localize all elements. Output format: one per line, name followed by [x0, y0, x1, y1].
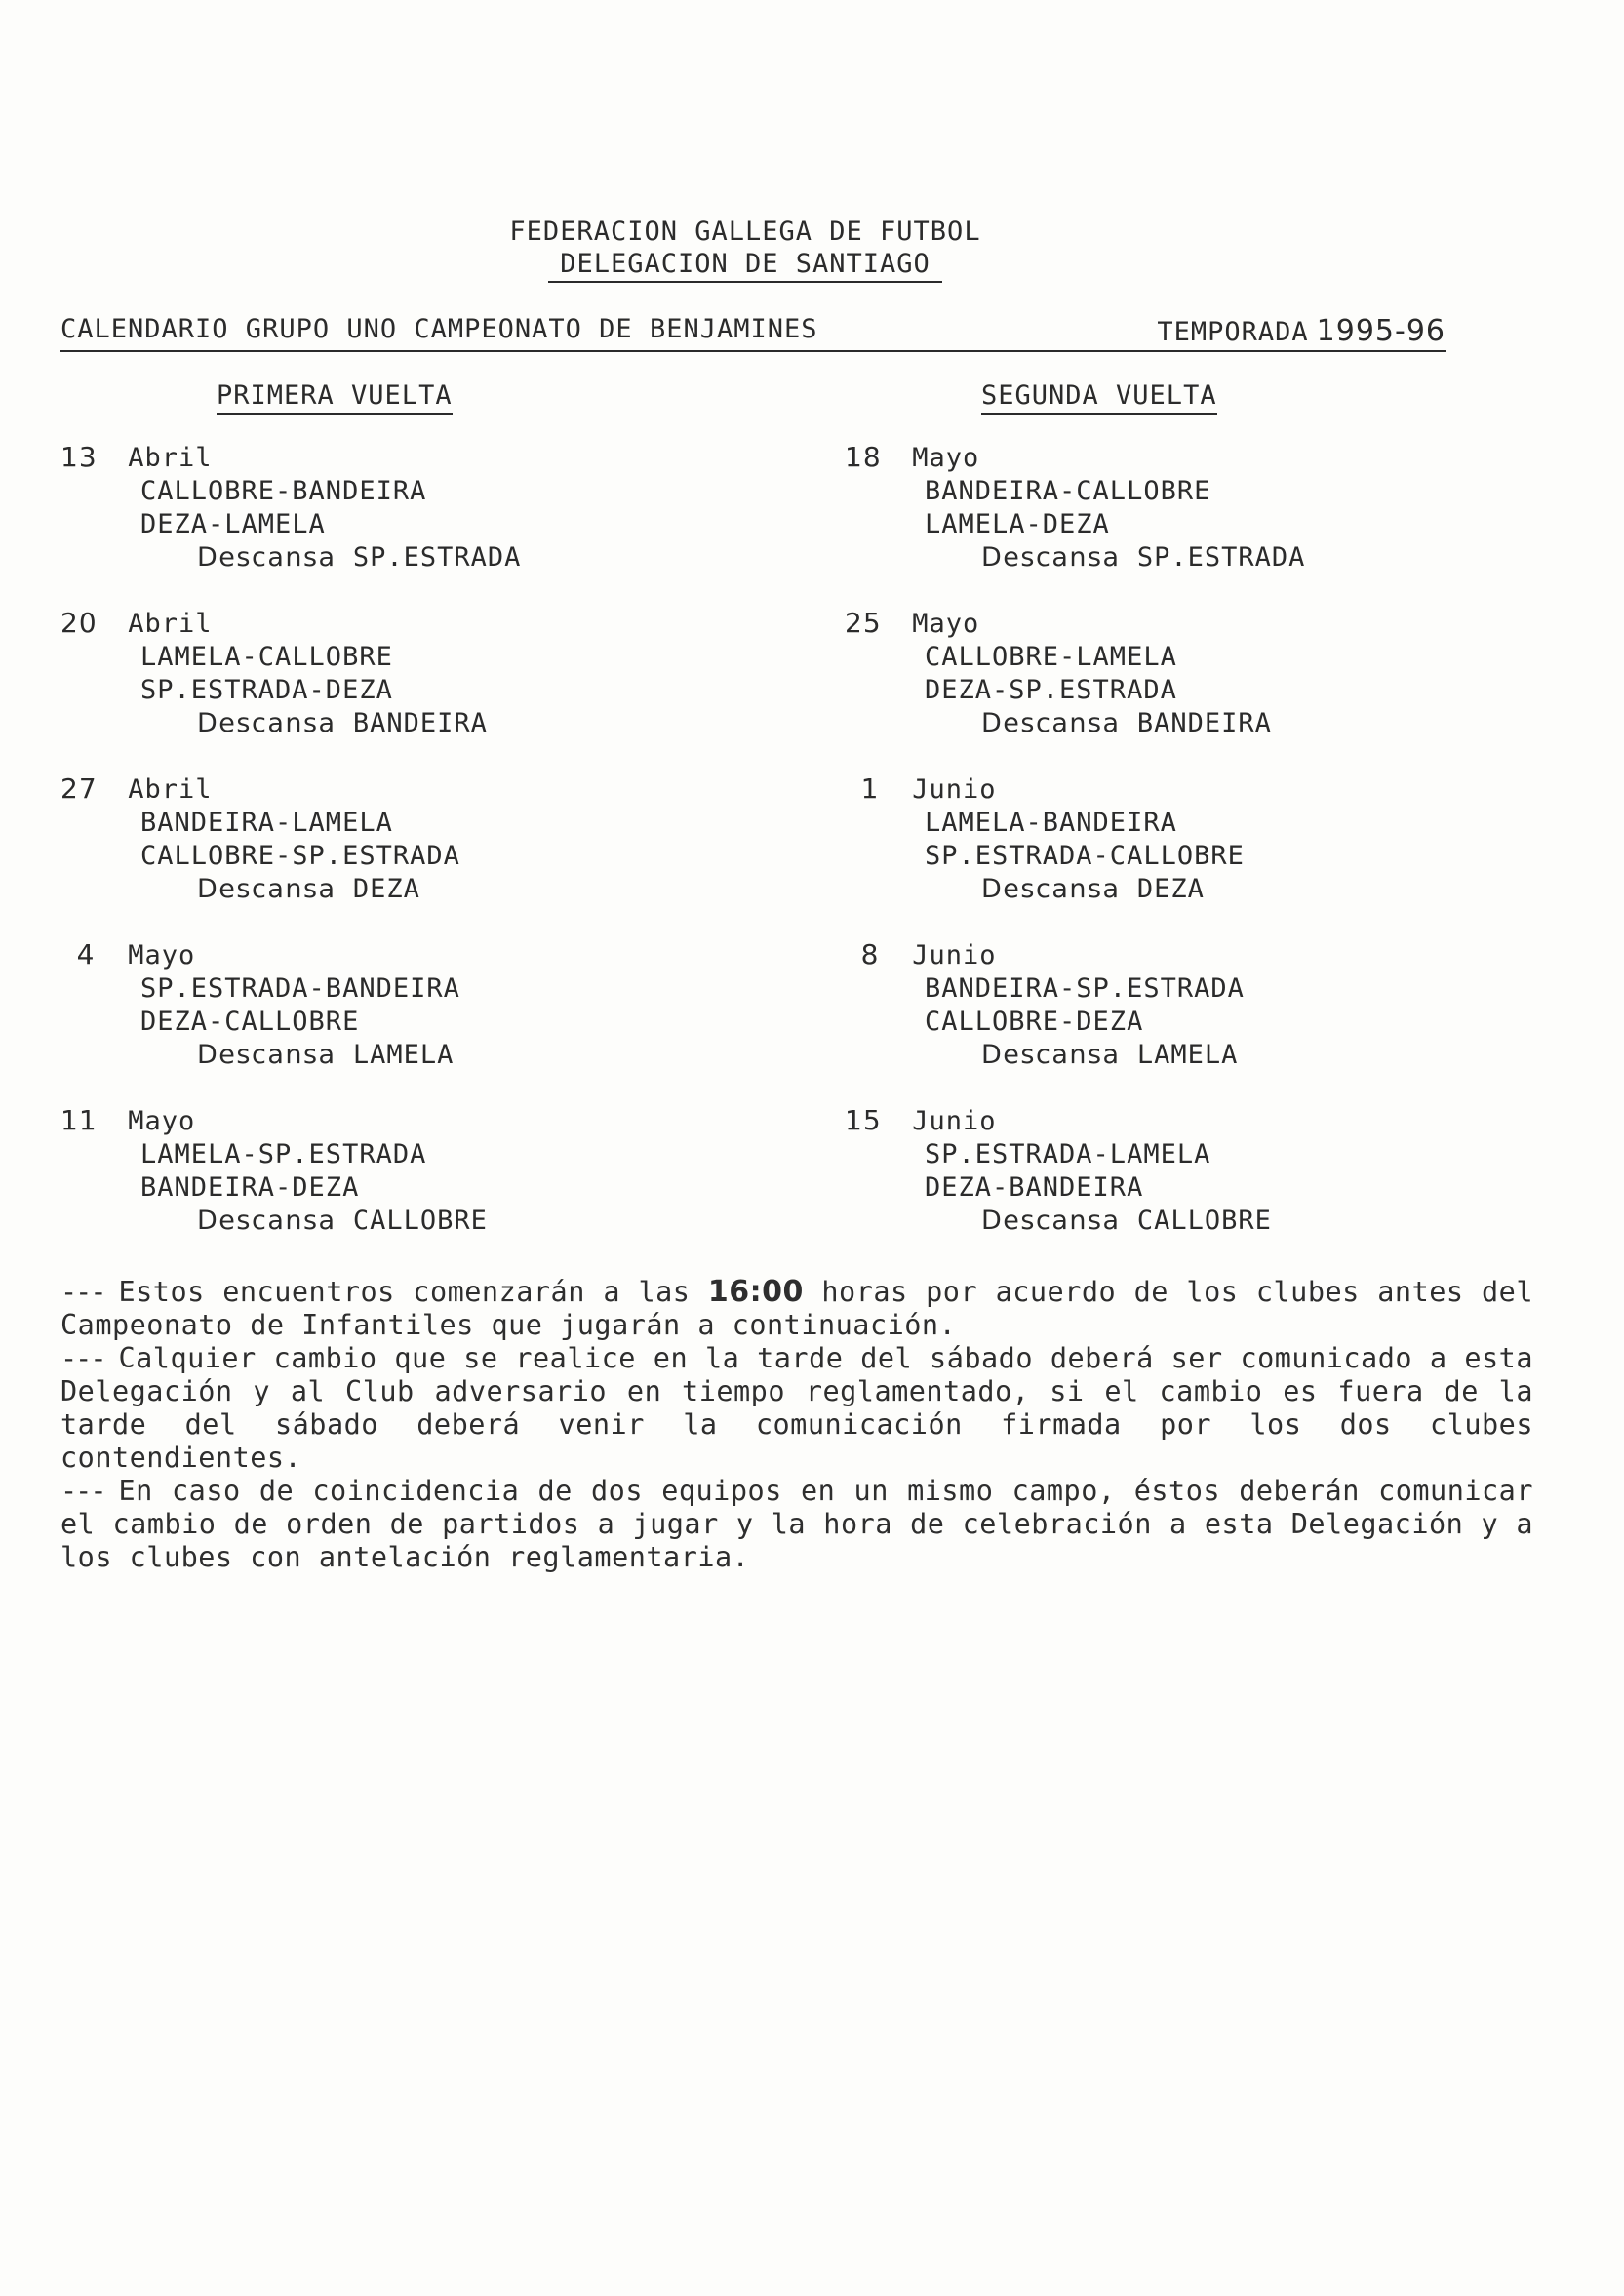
fixture-rest — [60, 1205, 646, 1238]
rest-team: LAMELA — [1136, 1040, 1239, 1070]
note-text: En caso de coincidencia de dos equipos en un mismo campo, éstos deberán comunicar el cambio de orden de partidos a jugar y la hora de celebración a esta Delegación y a los clubes con antelación reglamentaria. — [60, 1475, 1533, 1573]
fixture-rest — [845, 707, 1430, 740]
rest-label: Descansa — [197, 1040, 337, 1070]
fixture-match: DEZA-CALLOBRE — [140, 1007, 360, 1037]
fixture-date — [60, 607, 646, 641]
delegation-title-text: DELEGACION DE SANTIAGO — [548, 249, 942, 283]
rest-team: DEZA — [352, 874, 420, 904]
fixture-month: Mayo — [912, 443, 980, 473]
fixture-rest — [60, 1039, 646, 1072]
notes-section — [60, 1276, 1533, 1574]
fixture-rest — [845, 873, 1430, 906]
start-time: 16:00 — [707, 1275, 804, 1309]
fixture-rest — [60, 873, 646, 906]
rest-team: CALLOBRE — [1136, 1206, 1272, 1236]
fixture-block — [60, 938, 646, 1104]
calendar-title: CALENDARIO GRUPO UNO CAMPEONATO DE BENJAMINES — [60, 314, 818, 344]
rest-team: SP.ESTRADA — [352, 542, 522, 573]
second-round-title: SEGUNDA VUELTA — [981, 380, 1217, 415]
fixture-date — [845, 1104, 1430, 1138]
note-text: Calquier cambio que se realice en la tarde del sábado deberá ser comunicado a esta Delegación y al Club adversario en tiempo reglamentado, si el cambio es fuera de la tarde del sábado deberá venir la comunicación firmada por los dos clubes contendientes. — [60, 1342, 1533, 1474]
fixture-day: 1 — [860, 772, 880, 805]
fixture-date — [60, 441, 646, 475]
fixture-day: 15 — [845, 1104, 882, 1136]
fixture-block — [60, 441, 646, 607]
rest-team: LAMELA — [352, 1040, 455, 1070]
season-value: 1995-96 — [1316, 314, 1446, 348]
note-text: Estos encuentros comenzarán a las — [118, 1276, 691, 1308]
note-schedule-change — [60, 1342, 1533, 1475]
fixture-month: Abril — [128, 443, 213, 473]
rest-label: Descansa — [981, 542, 1121, 573]
fixture-day: 18 — [845, 441, 882, 473]
fixture-date — [60, 1104, 646, 1138]
rest-label: Descansa — [197, 708, 337, 738]
fixture-month: Junio — [912, 940, 997, 970]
fixture-match: CALLOBRE-DEZA — [925, 1007, 1144, 1037]
rest-label: Descansa — [981, 1040, 1121, 1070]
rest-label: Descansa — [197, 542, 337, 573]
fixture-match: SP.ESTRADA-DEZA — [140, 675, 393, 705]
fixture-day: 20 — [60, 607, 98, 639]
rest-team: CALLOBRE — [352, 1206, 488, 1236]
fixture-day: 11 — [60, 1104, 98, 1136]
rest-label: Descansa — [981, 874, 1121, 904]
fixture-block — [845, 938, 1430, 1104]
fixture-month: Junio — [912, 1106, 997, 1136]
fixture-rest — [60, 541, 646, 574]
fixture-match: LAMELA-CALLOBRE — [140, 642, 393, 672]
fixture-match: LAMELA-BANDEIRA — [925, 808, 1177, 838]
fixture-block — [845, 772, 1430, 938]
fixture-match: BANDEIRA-SP.ESTRADA — [925, 973, 1245, 1004]
fixture-date — [60, 938, 646, 972]
fixture-block — [845, 441, 1430, 607]
season-block — [1157, 314, 1446, 348]
fixture-match: SP.ESTRADA-CALLOBRE — [925, 841, 1245, 871]
fixture-match: CALLOBRE-LAMELA — [925, 642, 1177, 672]
fixture-month: Mayo — [128, 1106, 196, 1136]
fixture-match: SP.ESTRADA-BANDEIRA — [140, 973, 460, 1004]
fixture-day: 27 — [60, 772, 98, 805]
fixture-day: 13 — [60, 441, 98, 473]
fixture-match: LAMELA-DEZA — [925, 509, 1110, 539]
fixture-block — [60, 1104, 646, 1270]
fixture-month: Mayo — [912, 609, 980, 639]
fixture-rest — [845, 1039, 1430, 1072]
fixture-day: 25 — [845, 607, 882, 639]
fixture-match: SP.ESTRADA-LAMELA — [925, 1139, 1211, 1169]
calendar-heading — [60, 314, 1446, 352]
rest-team: SP.ESTRADA — [1136, 542, 1306, 573]
federation-title: FEDERACION GALLEGA DE FUTBOL — [509, 217, 981, 247]
fixture-match: CALLOBRE-BANDEIRA — [140, 476, 427, 506]
delegation-title — [0, 249, 1490, 279]
fixture-date — [845, 607, 1430, 641]
fixture-match: DEZA-SP.ESTRADA — [925, 675, 1177, 705]
second-round-column — [845, 441, 1430, 1270]
note-dash: --- — [60, 1342, 105, 1374]
fixture-month: Abril — [128, 609, 213, 639]
rest-team: BANDEIRA — [352, 708, 488, 738]
fixture-month: Mayo — [128, 940, 196, 970]
rest-team: BANDEIRA — [1136, 708, 1272, 738]
fixture-match: BANDEIRA-LAMELA — [140, 808, 393, 838]
fixture-rest — [60, 707, 646, 740]
fixture-rest — [845, 541, 1430, 574]
season-label: TEMPORADA — [1157, 317, 1309, 347]
fixture-match: LAMELA-SP.ESTRADA — [140, 1139, 427, 1169]
fixture-date — [845, 938, 1430, 972]
note-dash: --- — [60, 1475, 105, 1507]
rest-team: DEZA — [1136, 874, 1205, 904]
fixture-block — [845, 1104, 1430, 1270]
first-round-title: PRIMERA VUELTA — [217, 380, 453, 415]
note-field-conflict — [60, 1475, 1533, 1574]
fixture-date — [845, 441, 1430, 475]
note-text: horas por acuerdo de los clubes antes del Campeonato de Infantiles que jugarán a continuación. — [60, 1276, 1533, 1341]
fixture-block — [845, 607, 1430, 772]
fixture-rest — [845, 1205, 1430, 1238]
first-round-column — [60, 441, 646, 1270]
fixture-match: DEZA-BANDEIRA — [925, 1172, 1144, 1203]
note-dash: --- — [60, 1276, 105, 1308]
fixture-match: CALLOBRE-SP.ESTRADA — [140, 841, 460, 871]
fixture-match: BANDEIRA-DEZA — [140, 1172, 360, 1203]
fixture-block — [60, 772, 646, 938]
fixture-day: 8 — [860, 938, 880, 970]
fixture-day: 4 — [76, 938, 96, 970]
fixture-month: Abril — [128, 774, 213, 805]
rest-label: Descansa — [981, 1206, 1121, 1236]
fixture-match: DEZA-LAMELA — [140, 509, 326, 539]
fixture-date — [845, 772, 1430, 807]
rest-label: Descansa — [981, 708, 1121, 738]
rest-label: Descansa — [197, 1206, 337, 1236]
note-start-time — [60, 1276, 1533, 1342]
fixture-date — [60, 772, 646, 807]
fixture-match: BANDEIRA-CALLOBRE — [925, 476, 1211, 506]
fixture-block — [60, 607, 646, 772]
fixture-month: Junio — [912, 774, 997, 805]
rest-label: Descansa — [197, 874, 337, 904]
